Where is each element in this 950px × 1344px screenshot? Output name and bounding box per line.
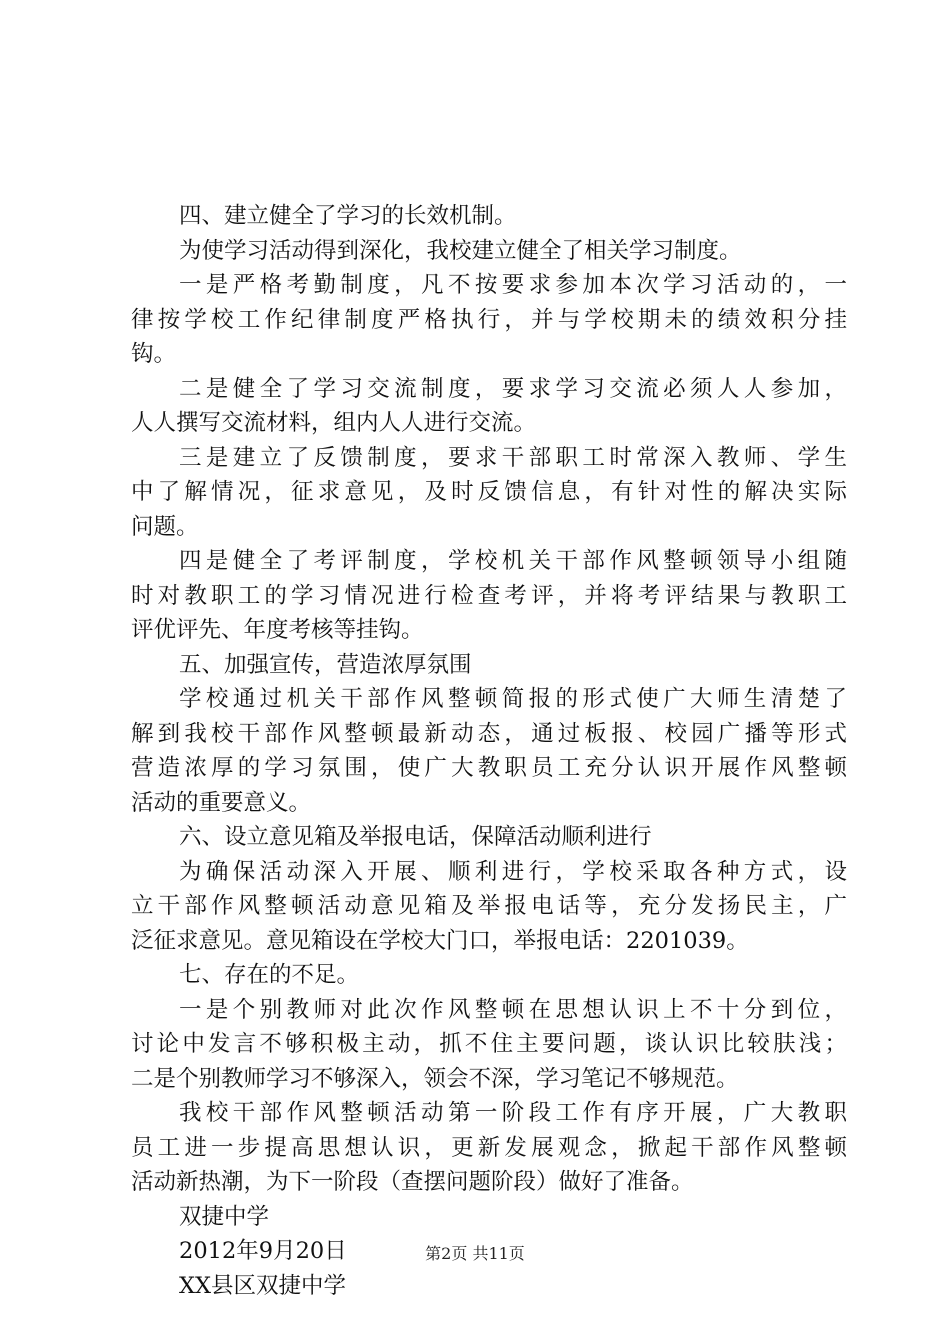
- paragraph-line: 问题。: [131, 513, 199, 540]
- paragraph-line: 活动的重要意义。: [131, 789, 312, 816]
- page-footer: 第2页 共11页: [425, 1244, 525, 1263]
- paragraph-line: 立干部作风整顿活动意见箱及举报电话等，充分发扬民主，广: [131, 893, 847, 919]
- paragraph-line: 钩。: [131, 341, 177, 367]
- paragraph-line: 中了解情况，征求意见，及时反馈信息，有针对性的解决实际: [131, 479, 847, 505]
- paragraph-line: 员工进一步提高思想认识，更新发展观念，掀起干部作风整顿: [131, 1134, 847, 1161]
- paragraph-line: 为使学习活动得到深化，我校建立健全了相关学习制度。: [179, 237, 742, 264]
- paragraph-line: 二是个别教师学习不够深入，领会不深，学习笔记不够规范。: [131, 1065, 739, 1092]
- paragraph-line: 学校通过机关干部作风整顿简报的形式使广大师生清楚了: [179, 686, 847, 712]
- paragraph-line: 时对教职工的学习情况进行检查考评，并将考评结果与教职工: [131, 582, 847, 609]
- paragraph-line: 二是健全了学习交流制度，要求学习交流必须人人参加，: [179, 375, 847, 402]
- paragraph-line: 活动新热潮，为下一阶段（查摆问题阶段）做好了准备。: [131, 1169, 694, 1195]
- paragraph-line: 三是建立了反馈制度，要求干部职工时常深入教师、学生: [179, 444, 847, 471]
- section-heading-4: 四、建立健全了学习的长效机制。: [179, 203, 517, 229]
- section-heading-7: 七、存在的不足。: [179, 962, 360, 988]
- paragraph-line: 解到我校干部作风整顿最新动态，通过板报、校园广播等形式: [131, 720, 847, 747]
- signature-school: 双捷中学: [179, 1203, 270, 1230]
- paragraph-line: 一是个别教师对此次作风整顿在思想认识上不十分到位，: [179, 996, 847, 1023]
- signature-organization: XX县区双捷中学: [179, 1272, 347, 1299]
- section-heading-6: 六、设立意见箱及举报电话，保障活动顺利进行: [179, 824, 652, 850]
- section-heading-5: 五、加强宣传，营造浓厚氛围: [179, 651, 472, 678]
- paragraph-line: 营造浓厚的学习氛围，使广大教职员工充分认识开展作风整顿: [131, 755, 847, 781]
- paragraph-line: 律按学校工作纪律制度严格执行，并与学校期未的绩效积分挂: [131, 306, 847, 333]
- paragraph-line: 评优评先、年度考核等挂钩。: [131, 617, 424, 643]
- paragraph-line: 泛征求意见。意见箱设在学校大门口，举报电话：2201039。: [131, 927, 749, 954]
- paragraph-line: 讨论中发言不够积极主动，抓不住主要问题，谈认识比较肤浅；: [131, 1031, 847, 1057]
- paragraph-line: 为确保活动深入开展、顺利进行，学校采取各种方式，设: [179, 858, 847, 885]
- paragraph-line: 四是健全了考评制度，学校机关干部作风整顿领导小组随: [179, 548, 847, 574]
- document-body: [131, 199, 847, 1303]
- paragraph-line: 我校干部作风整顿活动第一阶段工作有序开展，广大教职: [179, 1100, 847, 1126]
- paragraph-line: 一是严格考勤制度，凡不按要求参加本次学习活动的，一: [179, 272, 847, 298]
- signature-date: 2012年9月20日: [179, 1238, 347, 1264]
- paragraph-line: 人人撰写交流材料，组内人人进行交流。: [131, 410, 537, 436]
